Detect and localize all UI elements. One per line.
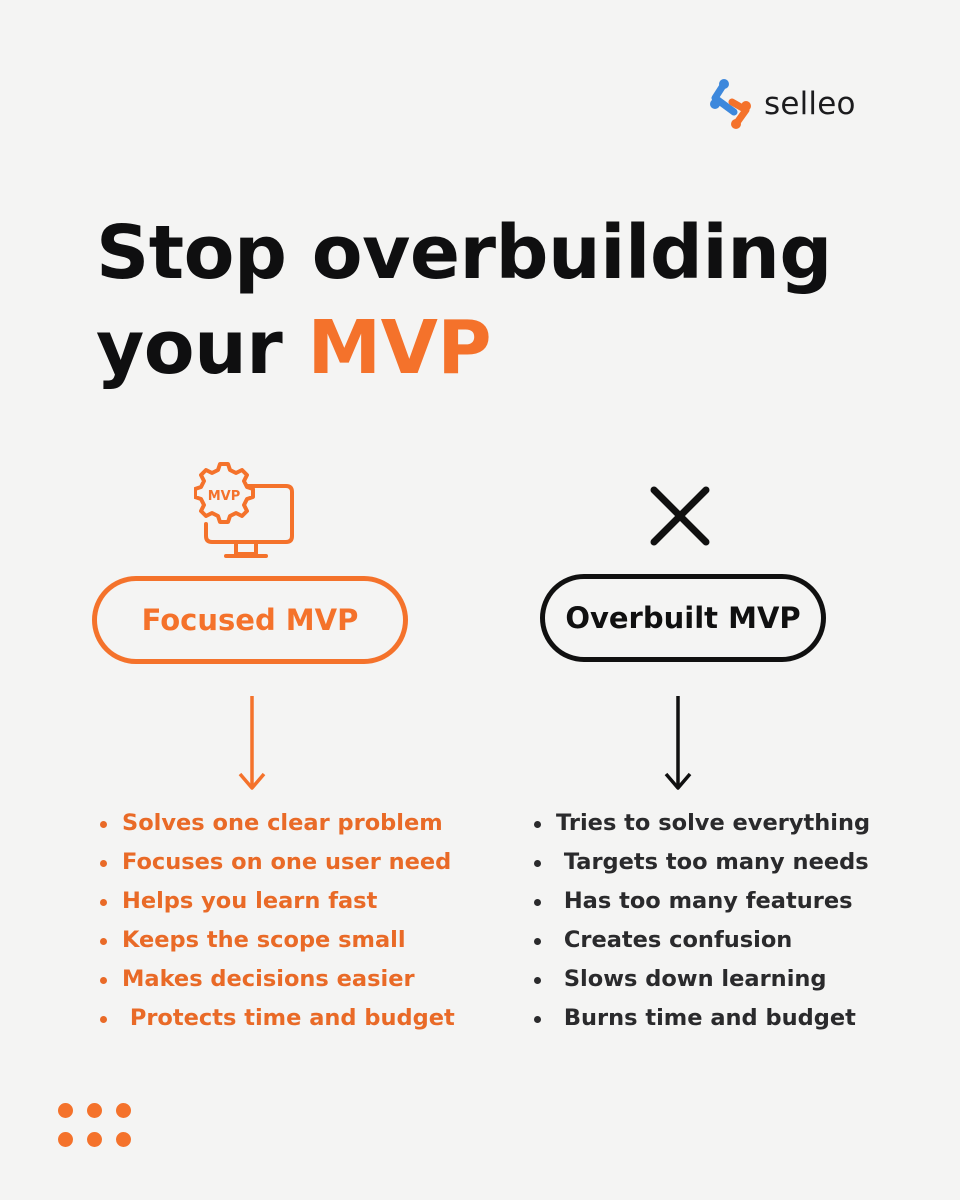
arrow-down-icon — [664, 696, 692, 792]
arrow-down-icon — [238, 696, 266, 792]
overbuilt-mvp-label: Overbuilt MVP — [540, 574, 826, 662]
list-item: Makes decisions easier — [100, 960, 455, 999]
brand-logo — [706, 76, 856, 132]
list-item: Solves one clear problem — [100, 804, 455, 843]
dot-icon — [87, 1103, 102, 1118]
decorative-dots — [58, 1103, 138, 1147]
dot-icon — [58, 1132, 73, 1147]
list-item: Helps you learn fast — [100, 882, 455, 921]
dot-icon — [116, 1103, 131, 1118]
title-line-1: Stop overbuilding — [96, 210, 832, 296]
list-item: Creates confusion — [534, 921, 870, 960]
list-item: Burns time and budget — [534, 999, 870, 1038]
dot-icon — [87, 1132, 102, 1147]
focused-mvp-label: Focused MVP — [92, 576, 408, 664]
dot-icon — [58, 1103, 73, 1118]
x-icon — [646, 482, 714, 550]
list-item: Targets too many needs — [534, 843, 870, 882]
list-item: Protects time and budget — [100, 999, 455, 1038]
list-item: Focuses on one user need — [100, 843, 455, 882]
list-item: Slows down learning — [534, 960, 870, 999]
list-item: Tries to solve everything — [534, 804, 870, 843]
dot-icon — [116, 1132, 131, 1147]
focused-benefits-list — [100, 804, 455, 1038]
selleo-logo-icon — [706, 76, 754, 132]
brand-name: selleo — [764, 86, 856, 122]
title-line-2-prefix: your — [96, 305, 308, 391]
list-item: Keeps the scope small — [100, 921, 455, 960]
mvp-monitor-icon — [194, 462, 304, 566]
title-accent: MVP — [307, 305, 492, 391]
list-item: Has too many features — [534, 882, 870, 921]
page-title — [96, 206, 832, 396]
mvp-icon-label: MVP — [207, 489, 241, 504]
overbuilt-drawbacks-list — [534, 804, 870, 1038]
